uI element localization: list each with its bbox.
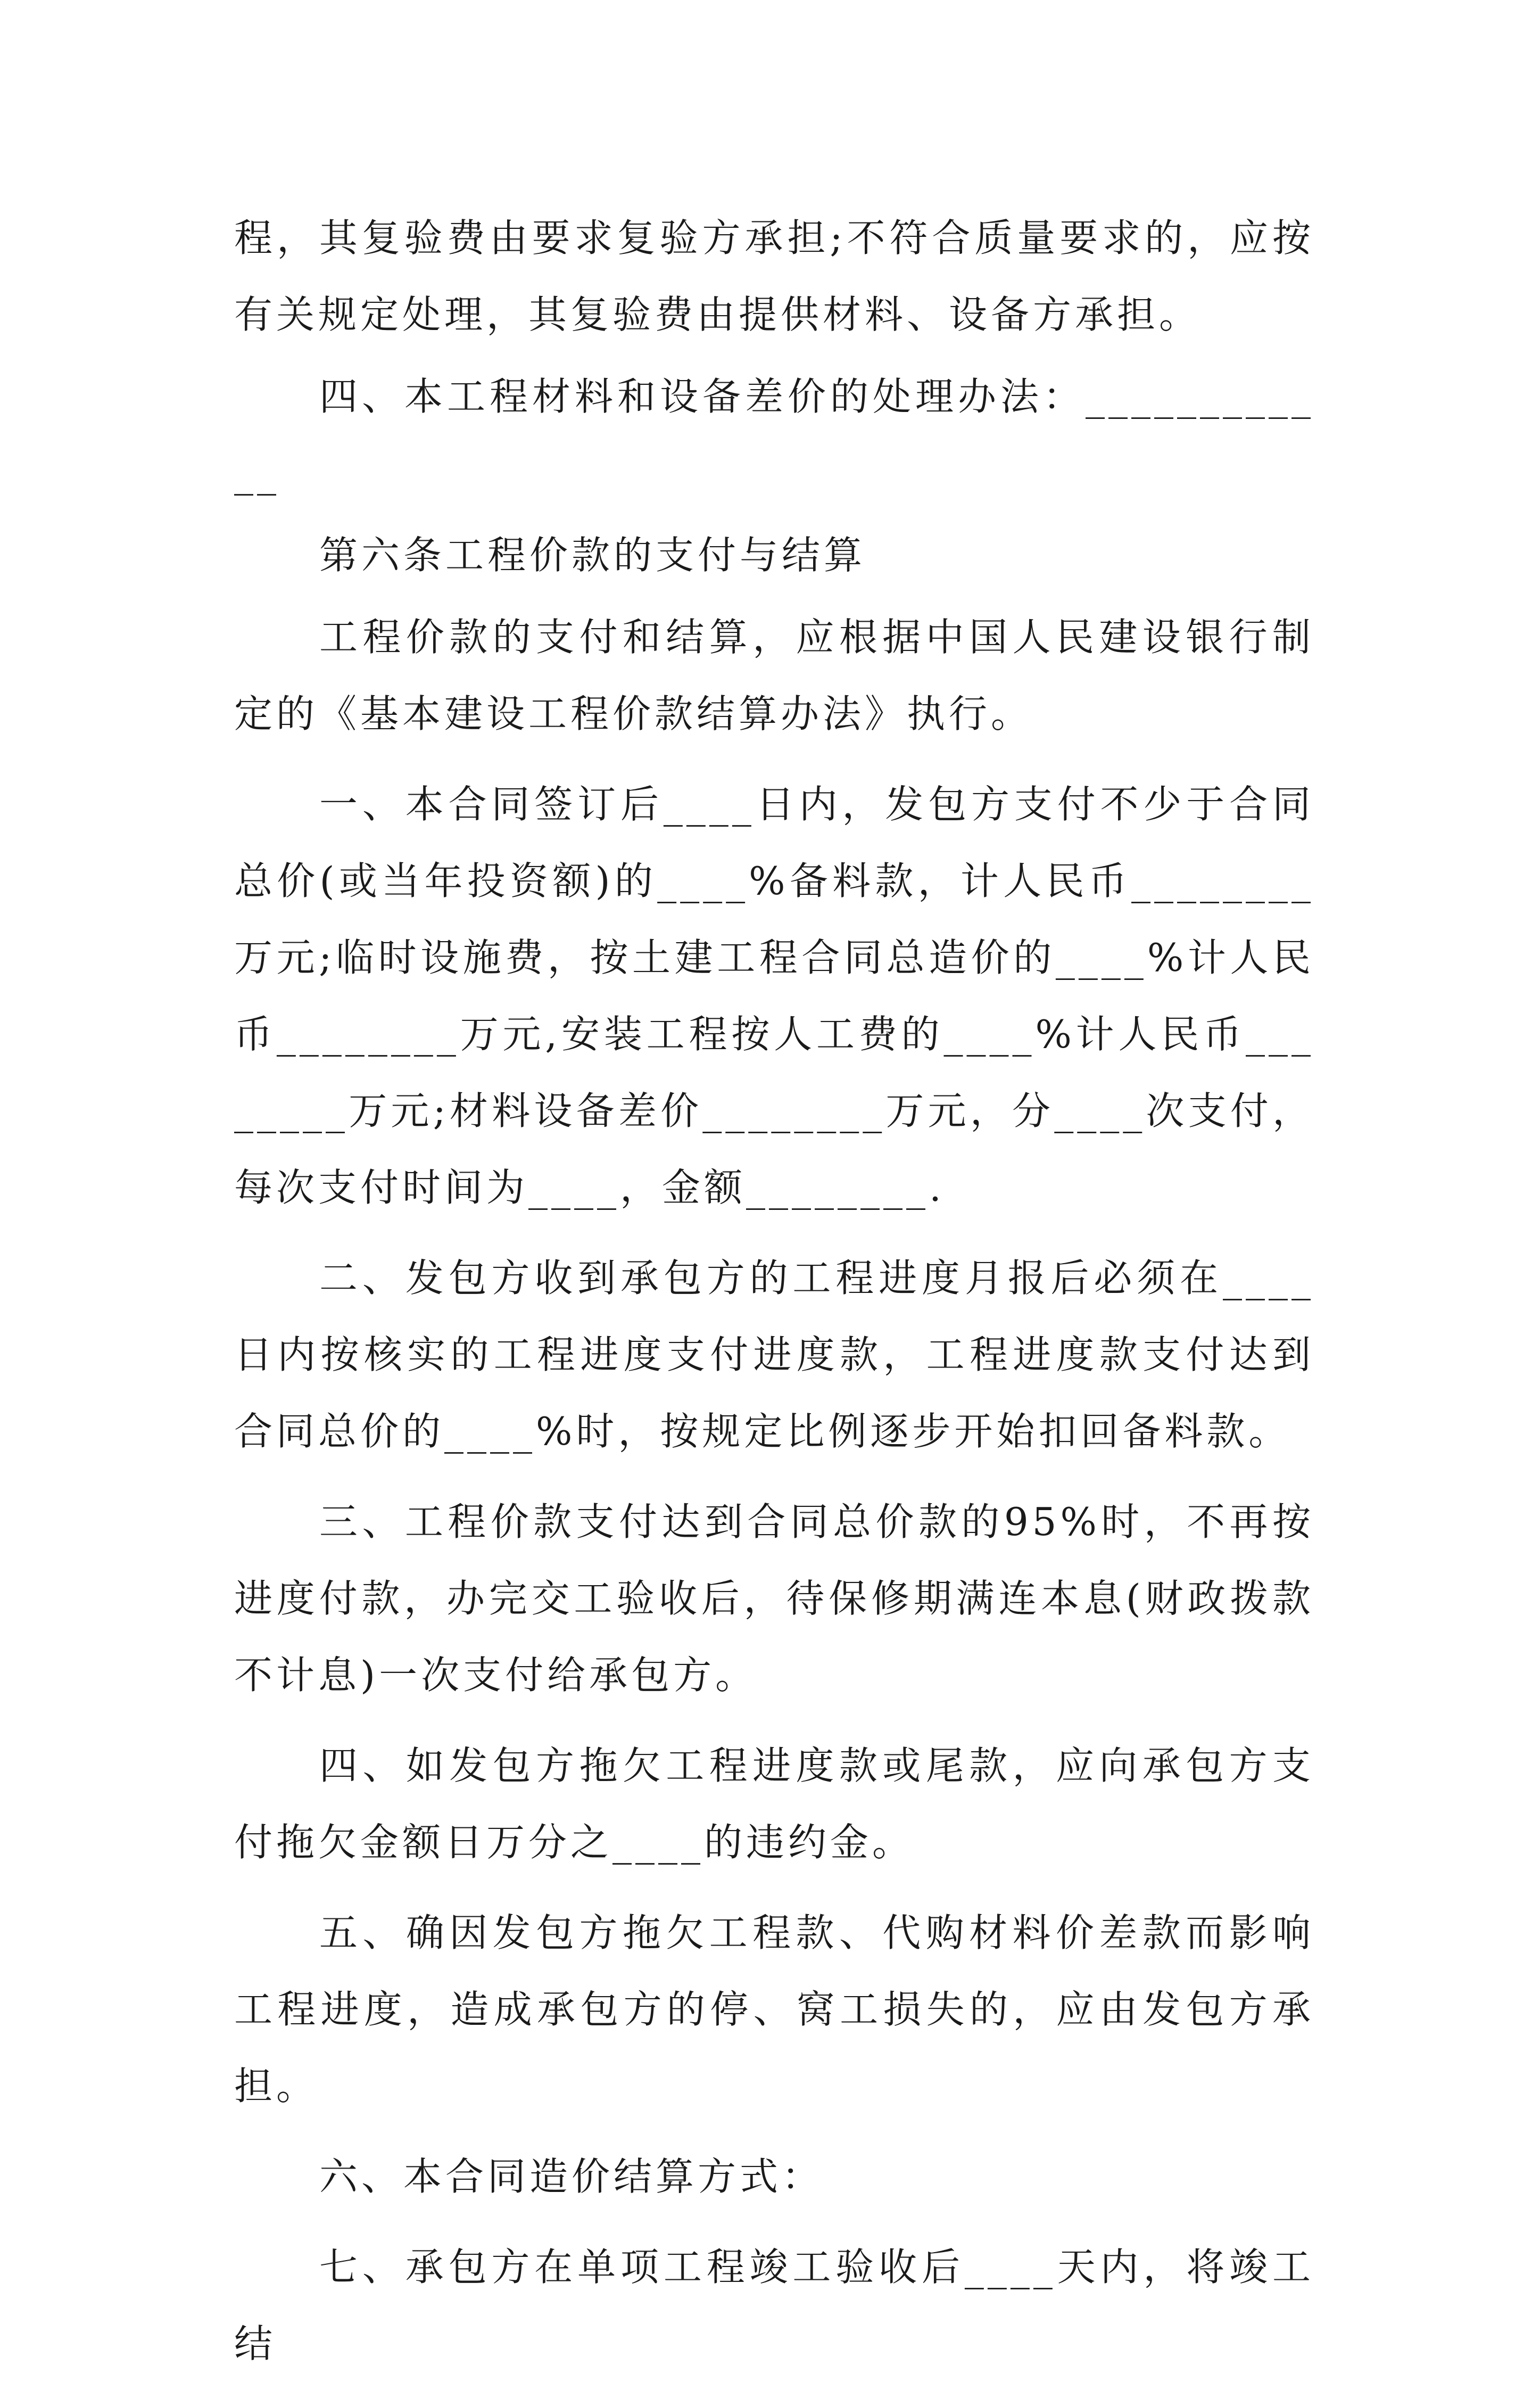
- article-6-heading: 第六条工程价款的支付与结算: [319, 533, 866, 578]
- paragraph-item-1: 一、本合同签订后____日内，发包方支付不少于合同总价(或当年投资额)的____%备料款，计人民币________万元;临时设施费，按土建工程合同总造价的____%计人民币________万元,安装工程按人工费的____%计人民币________万元;材料设备差价________万元，分____次支付，每次支付时间为____，金额________.: [234, 782, 1314, 1210]
- paragraph-item-4: 四、如发包方拖欠工程进度款或尾款，应向承包方支付拖欠金额日万分之____的违约金。: [234, 1743, 1314, 1865]
- paragraph-item-7: 七、承包方在单项工程竣工验收后____天内，将竣工结: [234, 2245, 1314, 2366]
- paragraph-item-3: 三、工程价款支付达到合同总价款的95%时，不再按进度付款，办完交工验收后，待保修期满连本息(财政拨款不计息)一次支付给承包方。: [234, 1499, 1314, 1697]
- paragraph-item-4-material-price: 四、本工程材料和设备差价的处理办法：____________: [234, 374, 1314, 496]
- paragraph-payment-settlement: 工程价款的支付和结算，应根据中国人民建设银行制定的《基本建设工程价款结算办法》执行。: [234, 615, 1314, 736]
- document-body: [234, 200, 1314, 2382]
- paragraph-item-2: 二、发包方收到承包方的工程进度月报后必须在____日内按核实的工程进度支付进度款，工程进度款支付达到合同总价的____%时，按规定比例逐步开始扣回备料款。: [234, 1256, 1314, 1454]
- paragraph-continuation: 程，其复验费由要求复验方承担;不符合质量要求的，应按有关规定处理，其复验费由提供材料、设备方承担。: [234, 216, 1314, 337]
- paragraph-item-5: 五、确因发包方拖欠工程款、代购材料价差款而影响工程进度，造成承包方的停、窝工损失的，应由发包方承担。: [234, 1910, 1314, 2108]
- paragraph-item-6: 六、本合同造价结算方式：: [319, 2154, 824, 2199]
